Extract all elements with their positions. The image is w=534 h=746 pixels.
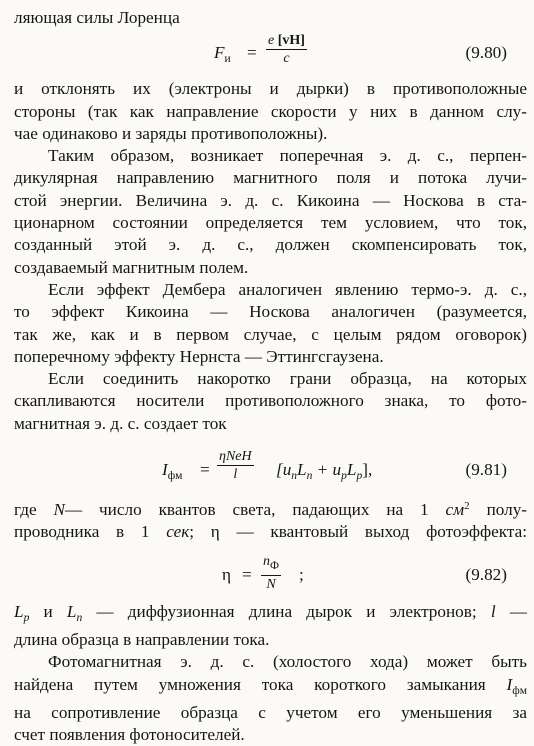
equation-number: (9.81)	[465, 460, 507, 480]
fraction	[217, 449, 254, 483]
equation-numerator: ηNeH	[219, 449, 252, 465]
text-line: скапливаются носители противоположного знака, то фото-	[14, 391, 527, 411]
text-line: чае одинаково и заряды противоположны).	[14, 123, 328, 143]
equation-number: (9.80)	[465, 43, 507, 63]
fraction: $n_Ф$ N	[263, 553, 280, 592]
equation-9-81	[14, 445, 527, 495]
equation-symbol: I	[162, 460, 168, 480]
fraction	[266, 33, 307, 67]
equation-number: (9.82)	[465, 564, 507, 584]
text-line: стороны (так как направление скорости у них в данном слу-	[14, 101, 527, 121]
text-line: и отклонять их (электроны и дырки) в противоположные	[14, 79, 527, 99]
equation-rhs: $[u_nL_n + u_pL_p]$,	[276, 460, 373, 483]
text-line: поперечному эффекту Нернста — Эттингсгаузена.	[14, 346, 384, 366]
equals-sign: =	[247, 43, 257, 63]
equation-9-82	[14, 551, 527, 601]
equation-symbol: η	[222, 564, 231, 584]
text-line: ляющая силы Лоренца	[14, 8, 180, 27]
equation-9-80	[14, 30, 527, 78]
text-line: созданный этой э. д. с., должен скомпенсировать ток,	[14, 235, 527, 255]
text-line: Если эффект Дембера аналогичен явлению термо-э. д. с.,	[48, 279, 527, 299]
text-line: $L_p$ и $L_n$ — диффузионная длина дырок и электронов; l —	[14, 601, 527, 624]
equation-numerator-e: e	[268, 33, 275, 49]
text-line: стой энергии. Величина э. д. с. Кикоина — Носкова в ста-	[14, 190, 527, 210]
equals-sign: =	[242, 564, 252, 584]
text-line: длина образца в направлении тока.	[14, 629, 270, 649]
equation-denominator: N	[266, 576, 276, 592]
text-line: дикулярная направлению магнитного поля и потока лучи-	[14, 168, 527, 188]
text-line: создаваемый магнитным полем.	[14, 257, 249, 277]
text-line: Если соединить накоротко грани образца, на которых	[48, 369, 527, 389]
text-line: то эффект Кикоина — Носкова аналогичен (разумеется,	[14, 302, 527, 322]
equation-numerator-vh: [vH]	[277, 33, 305, 49]
equation-rhs: ;	[299, 564, 304, 584]
text-line: Фотомагнитная э. д. с. (холостого хода) может быть	[48, 652, 527, 672]
text-line: Таким образом, возникает поперечная э. д. с., перпен-	[48, 146, 527, 166]
equals-sign: =	[200, 460, 210, 480]
equation-subscript: и	[224, 53, 231, 66]
equation-symbol: F	[214, 43, 225, 63]
text-line: магнитная э. д. с. создает ток	[14, 413, 227, 433]
text-line: где N— число квантов света, падающих на 1 $см^2$ полу-	[14, 500, 527, 520]
equation-subscript: фм	[167, 470, 183, 483]
text-line: так же, как и в первом случае, с целым рядом оговорок)	[14, 324, 527, 344]
text-line: проводника в 1 сек; η — квантовый выход фотоэффекта:	[14, 522, 527, 542]
text-line: на сопротивление образца с учетом его уменьшения за	[14, 702, 527, 722]
text-line: счет появления фотоносителей.	[14, 725, 245, 745]
equation-denominator: l	[233, 467, 238, 483]
equation-denominator: c	[283, 51, 290, 67]
text-line: найдена путем умножения тока короткого замыкания $I_{фм}$	[14, 674, 527, 697]
text-line: ционарном состоянии определяется тем условием, что ток,	[14, 213, 527, 233]
